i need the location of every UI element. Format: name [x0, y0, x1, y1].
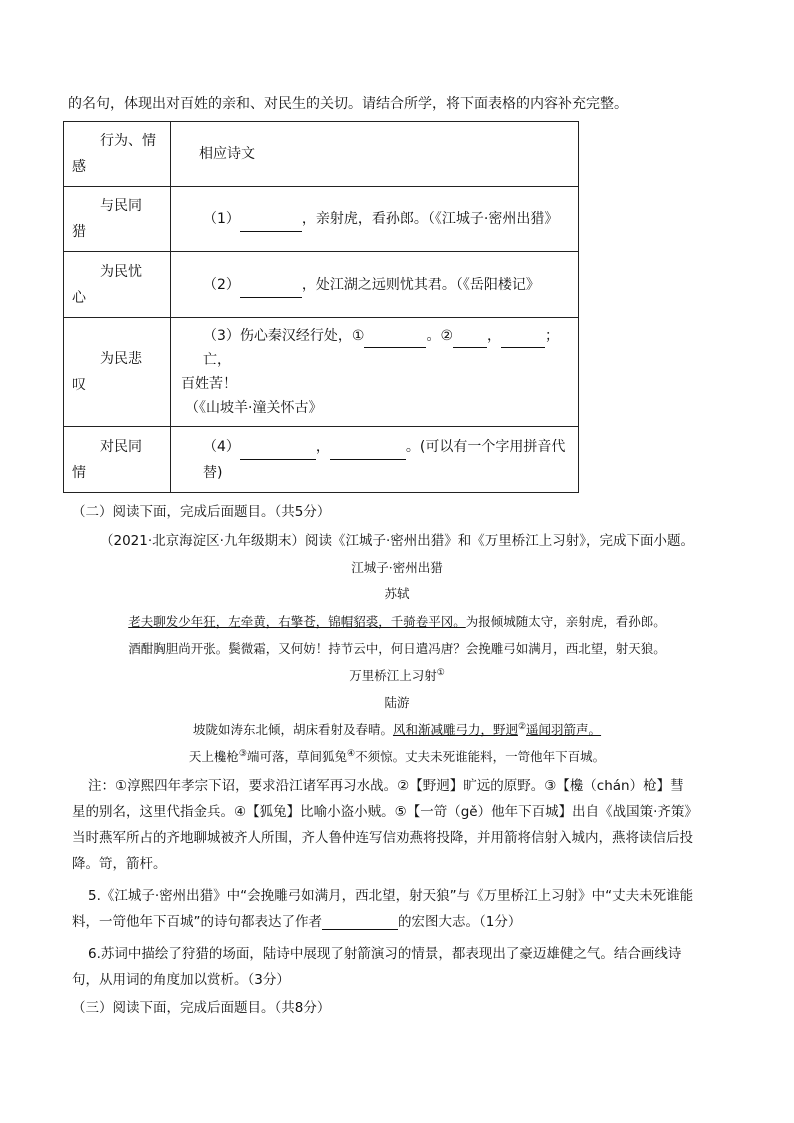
- poem2-line2-b: 端可落，草间狐兔: [246, 749, 347, 764]
- row3-line2: 百姓苦！: [181, 376, 237, 392]
- row2-label: [64, 252, 171, 318]
- poem2-title-text: 万里桥江上习射: [349, 668, 437, 683]
- row3-content: [171, 318, 579, 427]
- row1-content: [171, 187, 579, 252]
- poem2-line1-plain: 坡陇如涛东北倾，胡床看射及春晴。: [192, 722, 393, 737]
- poem2-underlined-a: 风和渐减雕弓力，野迥: [392, 722, 518, 737]
- question-5-line2: [72, 910, 521, 930]
- table-row: [64, 187, 579, 252]
- row4-label-a: 对民同: [100, 438, 142, 455]
- row3-mid: 。②: [426, 328, 454, 344]
- row1-text: ，亲射虎，看孙郎。（《江城子·密州出猎》: [301, 211, 559, 227]
- section2-source: （2021·北京海淀区·九年级期末）阅读《江城子·密州出猎》和《万里桥江上习射》，完成下面小题。: [100, 533, 694, 549]
- poem2-note3: ③: [238, 748, 247, 759]
- row4-content: [171, 427, 579, 493]
- notes-line4: 降。笴，箭杆。: [72, 856, 167, 872]
- answer-blank-4a[interactable]: [240, 443, 316, 460]
- notes-line3: 当时燕军所占的齐地聊城被齐人所围，齐人鲁仲连写信劝燕将投降，并用箭将信射入城内，燕将读信后投: [72, 830, 693, 846]
- poem2-line1: [0, 720, 794, 738]
- row4-text: 。(可以有一个字用拼音代替): [203, 438, 566, 481]
- poem2-title-note: ①: [436, 667, 445, 678]
- question-6-line2: 句，从用词的角度加以赏析。（3分）: [72, 972, 290, 988]
- poem2-line2-c: 不须惊。丈夫未死谁能料，一笴他年下百城。: [355, 749, 606, 764]
- table-header-row: [64, 122, 579, 187]
- notes-line1: 注：①淳熙四年孝宗下诏，要求沿江诸军再习水战。②【野迥】旷远的原野。③【欃（chán）枪】彗: [88, 778, 684, 794]
- row2-label-a: 为民忧: [100, 263, 142, 280]
- header-col1-line2: 感: [72, 159, 86, 175]
- poem2-line2-a: 天上欃枪: [188, 749, 239, 764]
- poem2-author: 陆游: [384, 695, 410, 710]
- answer-blank-3c[interactable]: [501, 331, 545, 348]
- row3-label: [64, 318, 171, 427]
- poem2-note4: ④: [347, 748, 356, 759]
- table-row: [64, 427, 579, 493]
- poem1-underlined-text: 老夫聊发少年狂，左牵黄，右擎苍，锦帽貂裘，千骑卷平冈。: [128, 614, 466, 629]
- answer-blank-q5[interactable]: [322, 913, 398, 930]
- answer-blank-4b[interactable]: [330, 443, 406, 460]
- row3-label-b: 叹: [72, 377, 86, 393]
- question-6-line1: 6.苏词中描绘了狩猎的场面，陆诗中展现了射箭演习的情景，都表现出了豪迈雄健之气。结合画线诗: [88, 946, 682, 962]
- poem1-line2: 酒酣胸胆尚开张。鬓微霜，又何妨！持节云中，何日遣冯唐？会挽雕弓如满月，西北望，射天狼。: [128, 641, 666, 656]
- poem1-author: 苏轼: [384, 586, 410, 601]
- row4-num: （4）: [203, 438, 240, 455]
- section2-title: （二）阅读下面，完成后面题目。（共5分）: [72, 504, 331, 520]
- poem2-note2: ②: [517, 721, 527, 732]
- poetry-table: [63, 121, 579, 493]
- row2-num: （2）: [203, 276, 240, 293]
- row4-sep: ，: [315, 438, 330, 455]
- row4-label: [64, 427, 171, 493]
- header-col1: [64, 122, 171, 187]
- intro-line: 的名句，体现出对百姓的亲和、对民生的关切。请结合所学，将下面表格的内容补充完整。: [68, 96, 628, 112]
- poem1-line1-rest: 为报倾城随太守，亲射虎，看孙郎。: [465, 614, 666, 629]
- row1-label-b: 猎: [72, 224, 86, 240]
- row3-sep: ，: [487, 328, 502, 344]
- question-5-line1: 5.《江城子·密州出猎》中“会挽雕弓如满月，西北望，射天狼”与《万里桥江上习射》中“丈夫未死谁能: [88, 888, 694, 904]
- row2-content: [171, 252, 579, 318]
- poem2-underlined-b: 遥闻羽箭声。: [526, 722, 602, 737]
- answer-blank-1[interactable]: [240, 215, 302, 232]
- q5-text-a: 料，一笴他年下百城”的诗句都表达了作者: [72, 914, 322, 930]
- poem2-line2: [0, 747, 794, 765]
- row1-label-a: 与民同: [100, 198, 142, 214]
- section3-title: （三）阅读下面，完成后面题目。（共8分）: [72, 1000, 331, 1016]
- notes-line2: 星的别名，这里代指金兵。④【狐兔】比喻小盗小贼。⑤【一笴（gě）他年下百城】出自《战国策·齐策》: [72, 804, 698, 820]
- row1-num: （1）: [203, 211, 240, 227]
- q5-text-b: 的宏图大志。（1分）: [398, 914, 522, 930]
- poem1-line1: [0, 612, 794, 630]
- row3-line3: （《山坡羊·潼关怀古》: [185, 400, 323, 416]
- row3-label-a: 为民悲: [100, 351, 142, 367]
- poem1-title: 江城子·密州出猎: [351, 560, 443, 575]
- header-col1-line1: 行为、情: [100, 133, 156, 149]
- answer-blank-2[interactable]: [240, 281, 302, 298]
- poem2-title: [0, 666, 794, 684]
- header-col2: 相应诗文: [171, 122, 579, 187]
- table-row: [64, 318, 579, 427]
- row3-line1: [181, 324, 570, 372]
- answer-blank-3a[interactable]: [364, 331, 426, 348]
- row2-text: ，处江湖之远则忧其君。（《岳阳楼记》: [301, 276, 540, 293]
- table-row: [64, 252, 579, 318]
- answer-blank-3b[interactable]: [453, 331, 487, 348]
- row3-prefix: （3）伤心秦汉经行处，①: [203, 328, 365, 344]
- row3-end: ；亡，: [203, 328, 560, 368]
- row4-label-b: 情: [72, 464, 86, 481]
- row1-label: [64, 187, 171, 252]
- row2-label-b: 心: [72, 289, 86, 306]
